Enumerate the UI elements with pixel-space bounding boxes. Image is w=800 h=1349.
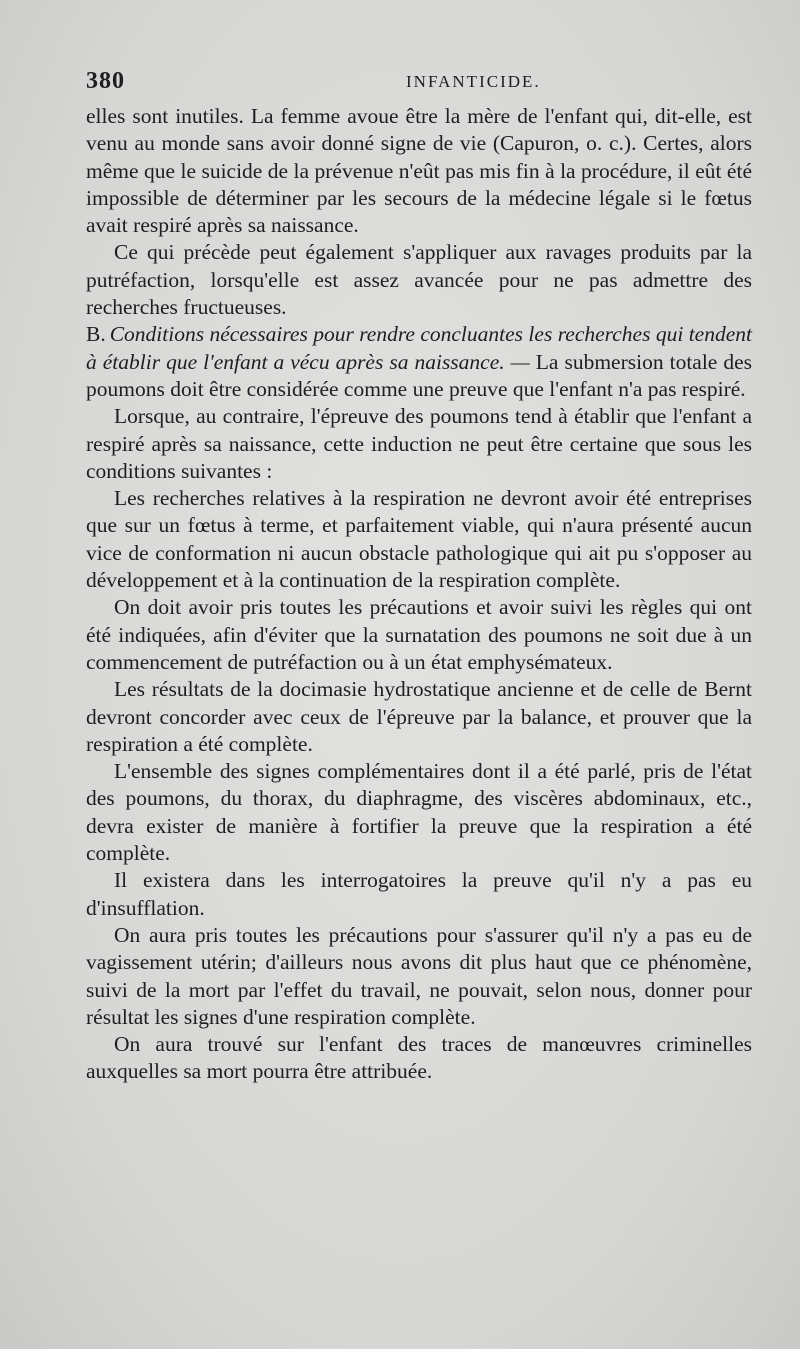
page-header bbox=[86, 68, 754, 98]
paragraph: elles sont inutiles. La femme avoue être la mère de l'enfant qui, dit-elle, est venu au monde sans avoir donné signe de vie (Capuron, o. c.). Certes, alors même que le suicide de la prévenue n'eût pas mis fin à la procédure, il eût été impossible de déterminer par les secours de la médecine légale si le fœtus avait respiré après sa naissance. bbox=[86, 104, 752, 238]
section-b bbox=[86, 321, 752, 403]
section-text: La submersion totale des poumons doit être considérée comme une preuve que l'enfant n'a pas respiré. bbox=[86, 349, 753, 401]
paragraph: Lorsque, au contraire, l'épreuve des poumons tend à établir que l'enfant a respiré après sa naissance, cette induction ne peut être certaine que sous les conditions suivantes : bbox=[86, 404, 752, 483]
paragraph: Il existera dans les interrogatoires la preuve qu'il n'y a pas eu d'insufflation. bbox=[86, 868, 752, 920]
paragraph: Les recherches relatives à la respiration ne devront avoir été entreprises que sur un fœtus à terme, et parfaitement viable, qui n'aura présenté aucun vice de conformation ni aucun obstacle pathologique qui ait pu s'opposer au développement et à la continuation de la respiration complète. bbox=[86, 486, 752, 593]
section-label: B. bbox=[86, 322, 106, 347]
paragraph: On doit avoir pris toutes les précautions et avoir suivi les règles qui ont été indiquées, afin d'éviter que la surnatation des poumons ne soit due à un commencement de putréfaction ou à un état emphysémateux. bbox=[86, 595, 752, 674]
paragraph: Ce qui précède peut également s'appliquer aux ravages produits par la putréfaction, lorsqu'elle est assez avancée pour ne pas admettre des recherches fructueuses. bbox=[86, 240, 752, 320]
body-text bbox=[86, 103, 752, 1086]
page-number: 380 bbox=[86, 68, 125, 94]
paragraph: On aura pris toutes les précautions pour s'assurer qu'il n'y a pas eu de vagissement utérin; d'ailleurs nous avons dit plus haut que ce phénomène, suivi de la mort par l'effet du travail, ne pouvait, selon nous, donner pour résultat les signes d'une respiration complète. bbox=[86, 922, 752, 1029]
paragraph: L'ensemble des signes complémentaires dont il a été parlé, pris de l'état des poumons, du thorax, du diaphragme, des viscères abdominaux, etc., devra exister de manière à fortifier la preuve que la respiration a été complète. bbox=[86, 759, 752, 866]
section-heading: Conditions nécessaires pour rendre concluantes les recherches qui tendent à établir que l'enfant a vécu après sa naissance. — bbox=[86, 322, 752, 374]
paragraph: On aura trouvé sur l'enfant des traces de manœuvres criminelles auxquelles sa mort pourra être attribuée. bbox=[86, 1032, 752, 1084]
running-title: INFANTICIDE. bbox=[406, 72, 541, 91]
paragraph: Les résultats de la docimasie hydrostatique ancienne et de celle de Bernt devront concorder avec ceux de l'épreuve par la balance, et prouver que la respiration a été complète. bbox=[86, 677, 752, 756]
